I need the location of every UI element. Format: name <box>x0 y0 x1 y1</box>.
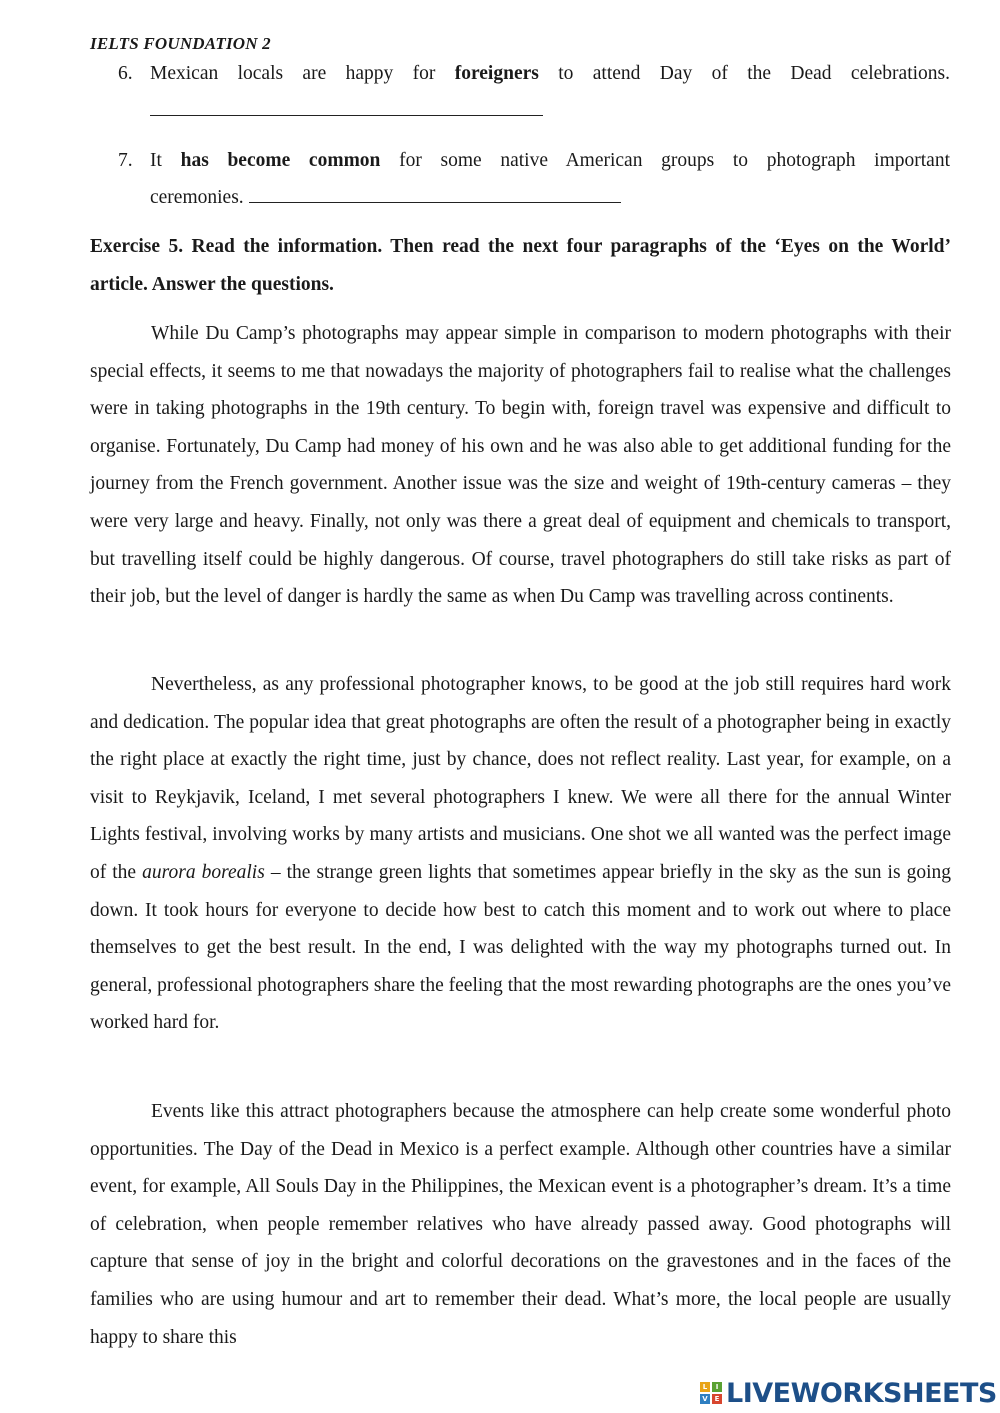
paragraph-3: Events like this attract photographers because the atmosphere can help create some wonderful photo opportunities. The Day of the Dead in Mexico is a perfect example. Although other countries have a similar event, for example, All Souls Day in the Philippines, the Mexican event is a photographer’s dream. It’s a time of celebration, when people remember relatives who have already passed away. Good photographs will capture that sense of joy in the bright and colorful decorations on the gravestones and in the faces of the families who are using humour and art to remember their dead. What’s more, the local people are usually happy to share this <box>90 1101 951 1348</box>
paragraph-1: While Du Camp’s photographs may appear simple in comparison to modern photographs with their special effects, it seems to me that nowadays the majority of photographers fail to realise what the challenges were in taking photographs in the 19th century. To begin with, foreign travel was expensive and difficult to organise. Fortunately, Du Camp had money of his own and he was also able to get additional funding for the journey from the French government. Another issue was the size and weight of 19th-century cameras – they were very large and heavy. Finally, not only was there a great deal of equipment and chemicals to transport, but travelling itself could be highly dangerous. Of course, travel photographers do still take risks as part of their job, but the level of danger is hardly the same as when Du Camp was travelling across continents. <box>90 323 951 608</box>
logo-icon: L I V E <box>700 1382 722 1404</box>
question-7: 7. It has become common for some native American groups to photograph important ceremonies. <box>118 142 950 216</box>
keyword: foreigners <box>454 63 539 84</box>
question-text: It has become common for some native American groups to photograph important <box>150 150 951 171</box>
question-number: 7. <box>118 150 133 171</box>
keyword: has become common <box>180 150 381 171</box>
liveworksheets-logo <box>700 1378 997 1408</box>
question-number: 6. <box>118 63 133 84</box>
exercise-title: Exercise 5. Read the information. Then read the next four paragraphs of the ‘Eyes on the World’ article. Answer the questions. <box>90 236 951 295</box>
logo-text: LIVEWORKSHEETS <box>726 1377 997 1409</box>
answer-blank[interactable] <box>150 93 543 116</box>
question-6 <box>118 55 950 129</box>
answer-blank[interactable] <box>249 180 621 203</box>
paragraph-2: Nevertheless, as any professional photographer knows, to be good at the job still requires hard work and dedication. The popular idea that great photographs are often the result of a photographer being in exactly the right place at exactly the right time, just by chance, does not reflect reality. Last year, for example, on a visit to Reykjavik, Iceland, I met several photographers I knew. We were all there for the annual Winter Lights festival, involving works by many artists and musicians. One shot we all wanted was the perfect image of the aurora borealis – the strange green lights that sometimes appear briefly in the sky as the sun is going down. It took hours for everyone to decide how best to catch this moment and to work out where to place themselves to get the best result. In the end, I was delighted with the way my photographs turned out. In general, professional photographers share the feeling that the most rewarding photographs are the ones you’ve worked hard for. <box>90 674 951 1034</box>
question-text: Mexican locals are happy for foreigners to attend Day of the Dead celebrations. <box>150 63 951 84</box>
italic-term: aurora borealis <box>142 861 265 883</box>
page-header: IELTS FOUNDATION 2 <box>90 34 271 53</box>
